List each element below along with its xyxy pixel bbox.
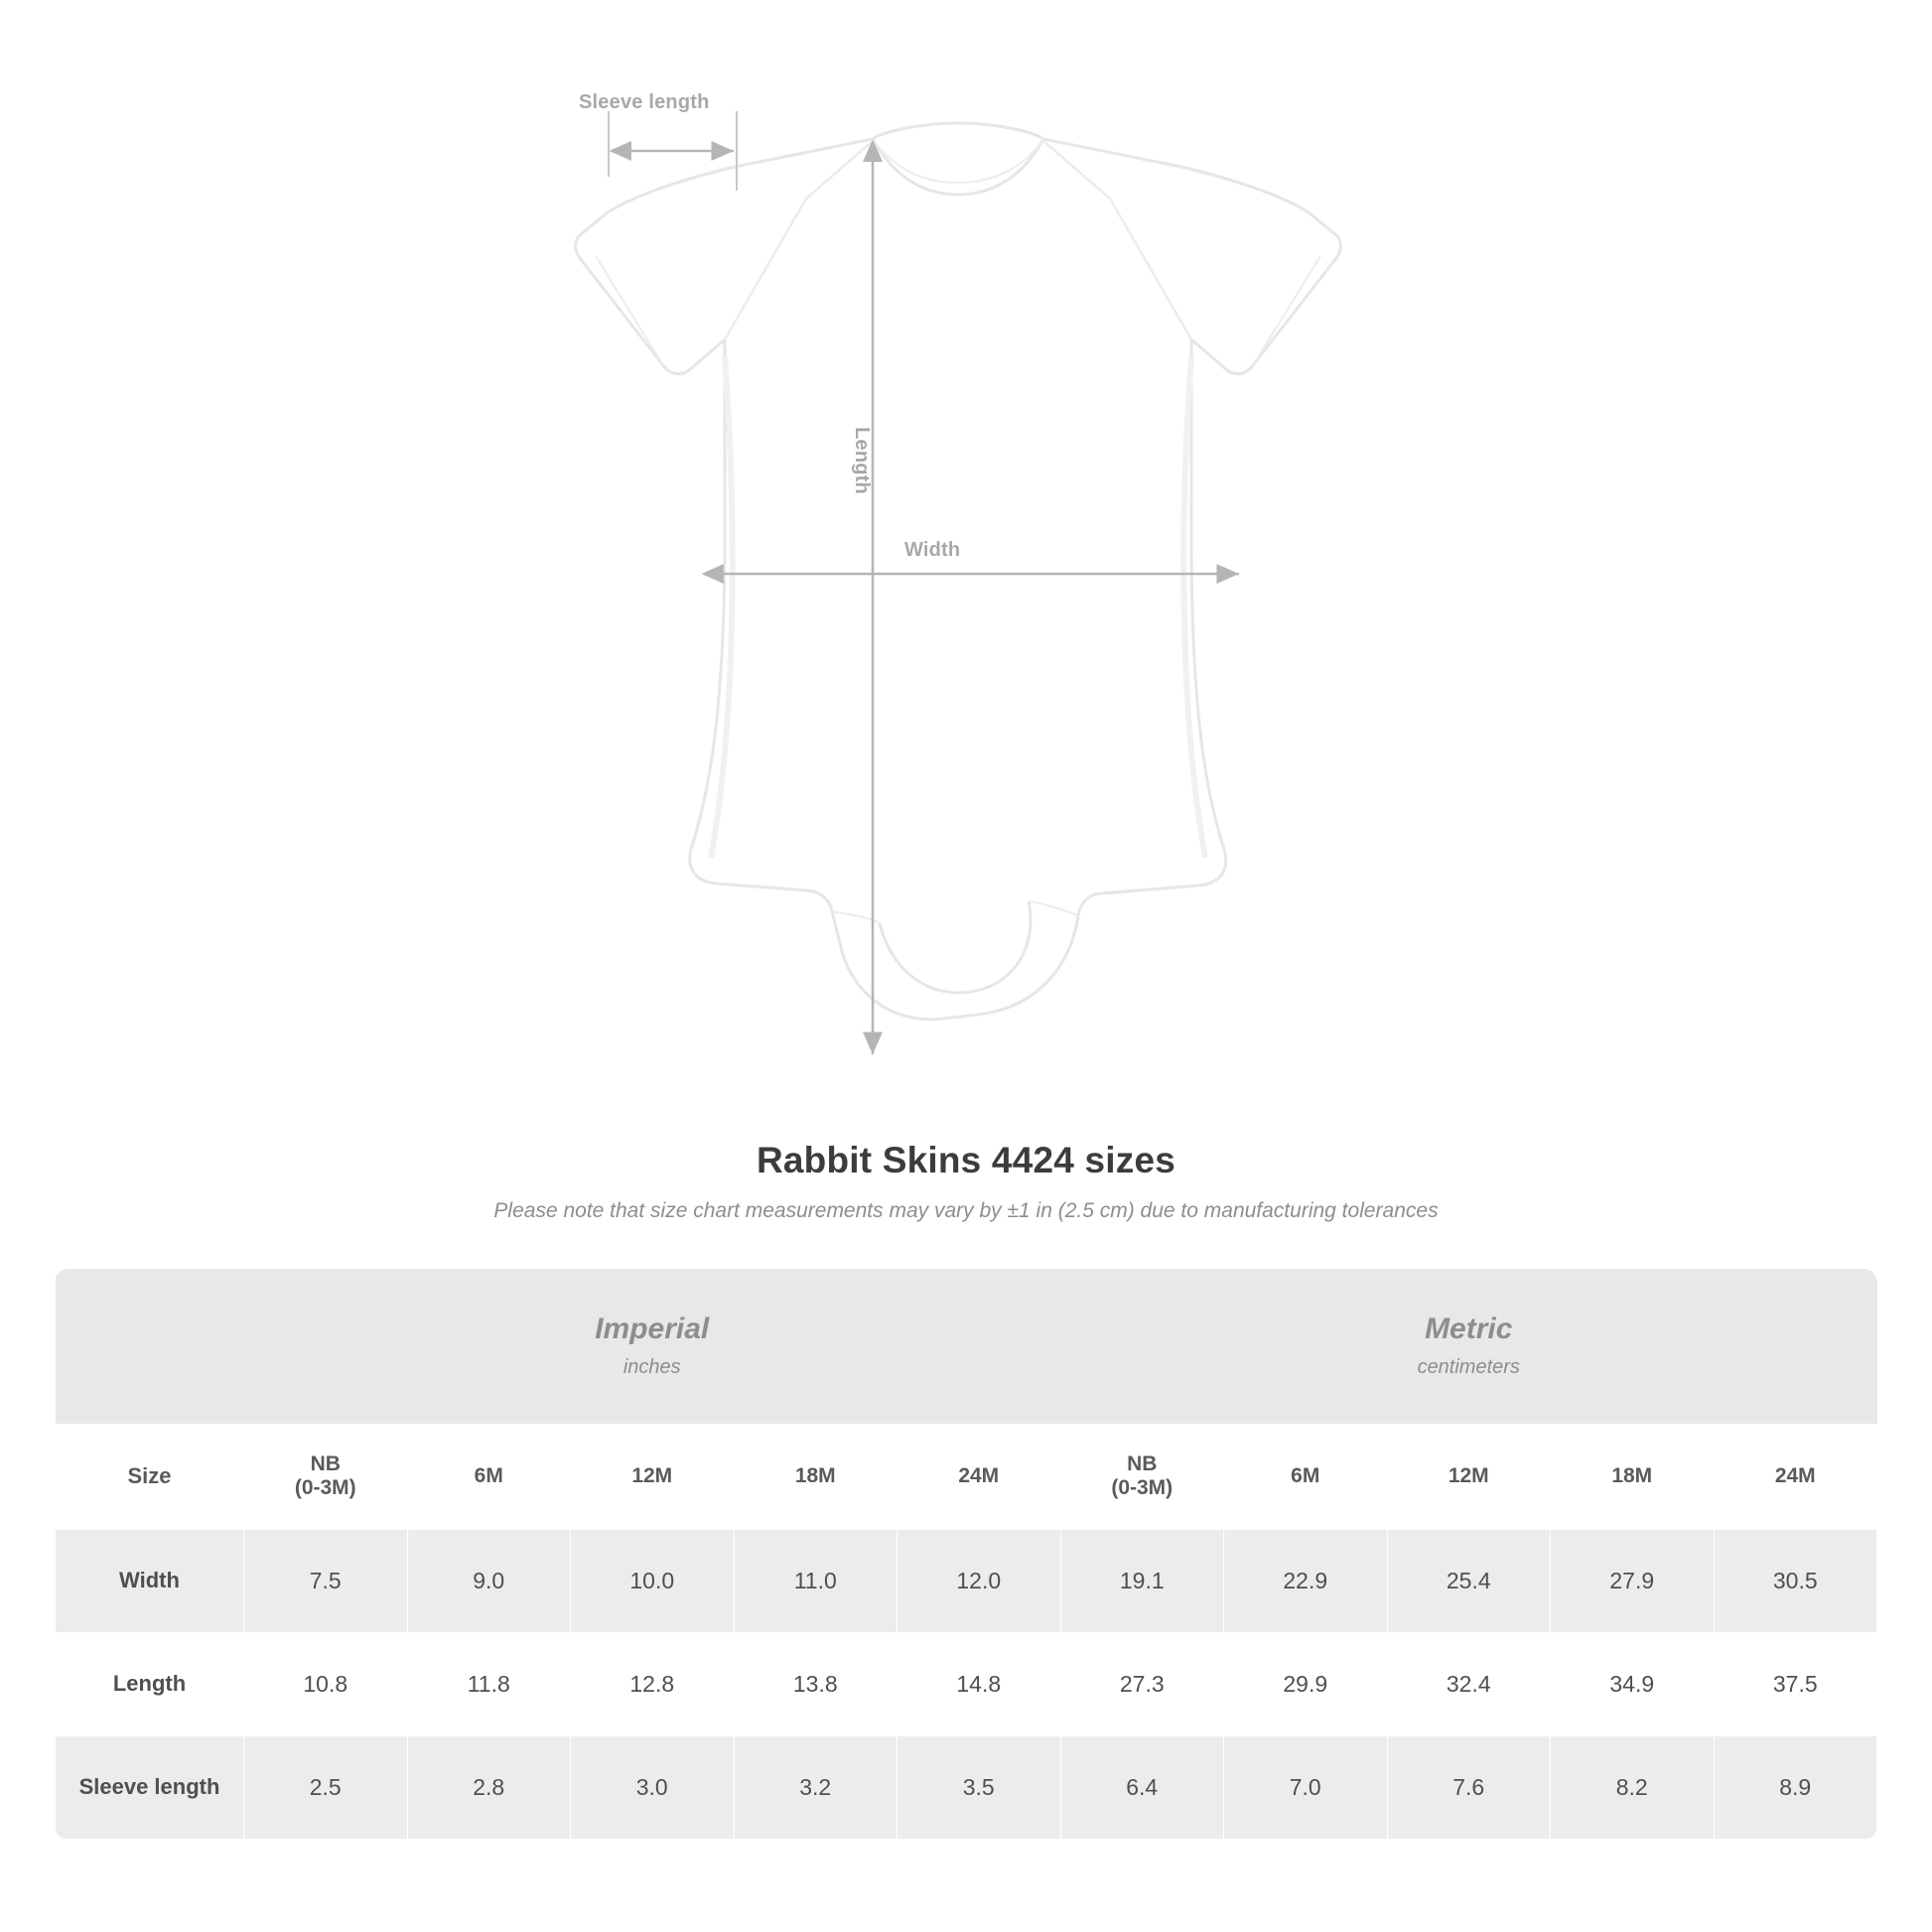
col-header-main: NB	[1127, 1452, 1158, 1475]
cell-length-6m-in: 11.8	[407, 1632, 571, 1735]
size-header-row	[56, 1424, 1877, 1529]
col-header-sub: (0-3M)	[294, 1476, 356, 1499]
cell-sleeve-12m-in: 3.0	[571, 1735, 735, 1839]
cell-width-24m-in: 12.0	[897, 1529, 1061, 1632]
col-header-6m-metric	[1224, 1424, 1388, 1529]
header-size-label: Size	[56, 1424, 244, 1529]
col-header-main: 24M	[958, 1464, 1000, 1487]
col-header-18m-imperial	[734, 1424, 897, 1529]
cell-length-12m-in: 12.8	[571, 1632, 735, 1735]
cell-length-24m-in: 14.8	[897, 1632, 1061, 1735]
cell-width-18m-cm: 27.9	[1551, 1529, 1715, 1632]
group-metric-title: Metric	[1425, 1312, 1513, 1346]
col-header-12m-metric	[1387, 1424, 1551, 1529]
cell-length-nb-in: 10.8	[244, 1632, 408, 1735]
sleeve-length-label: Sleeve length	[579, 91, 710, 113]
cell-length-12m-cm: 32.4	[1387, 1632, 1551, 1735]
cell-sleeve-12m-cm: 7.6	[1387, 1735, 1551, 1839]
col-header-6m-imperial	[407, 1424, 571, 1529]
row-label-length: Length	[56, 1632, 244, 1735]
width-label: Width	[904, 539, 961, 561]
row-label-width: Width	[56, 1529, 244, 1632]
cell-width-12m-cm: 25.4	[1387, 1529, 1551, 1632]
cell-width-18m-in: 11.0	[734, 1529, 897, 1632]
cell-length-nb-cm: 27.3	[1060, 1632, 1224, 1735]
cell-length-18m-cm: 34.9	[1551, 1632, 1715, 1735]
col-header-main: 12M	[631, 1464, 673, 1487]
cell-width-nb-in: 7.5	[244, 1529, 408, 1632]
col-header-main: 6M	[474, 1464, 503, 1487]
cell-sleeve-24m-cm: 8.9	[1714, 1735, 1877, 1839]
length-label: Length	[851, 427, 873, 494]
cell-sleeve-nb-cm: 6.4	[1060, 1735, 1224, 1839]
group-metric	[1060, 1269, 1877, 1424]
size-table	[55, 1269, 1877, 1840]
col-header-24m-metric	[1714, 1424, 1877, 1529]
col-header-main: 6M	[1291, 1464, 1320, 1487]
table-row	[56, 1632, 1877, 1735]
cell-length-6m-cm: 29.9	[1224, 1632, 1388, 1735]
col-header-12m-imperial	[571, 1424, 735, 1529]
group-imperial-title: Imperial	[595, 1312, 710, 1346]
bodysuit-shape	[576, 123, 1341, 1020]
col-header-main: 18M	[794, 1464, 836, 1487]
title-block	[0, 1140, 1932, 1223]
col-header-24m-imperial	[897, 1424, 1061, 1529]
cell-length-24m-cm: 37.5	[1714, 1632, 1877, 1735]
col-header-main: NB	[310, 1452, 341, 1475]
tolerance-note: Please note that size chart measurements may vary by ±1 in (2.5 cm) due to manufacturing tolerances	[493, 1199, 1439, 1222]
col-header-nb-imperial	[244, 1424, 408, 1529]
group-metric-unit: centimeters	[1417, 1356, 1520, 1379]
col-header-main: 18M	[1611, 1464, 1653, 1487]
cell-sleeve-nb-in: 2.5	[244, 1735, 408, 1839]
cell-width-24m-cm: 30.5	[1714, 1529, 1877, 1632]
col-header-sub: (0-3M)	[1111, 1476, 1173, 1499]
cell-width-6m-cm: 22.9	[1224, 1529, 1388, 1632]
cell-sleeve-6m-in: 2.8	[407, 1735, 571, 1839]
col-header-main: 12M	[1448, 1464, 1489, 1487]
cell-sleeve-18m-cm: 8.2	[1551, 1735, 1715, 1839]
group-imperial	[244, 1269, 1061, 1424]
cell-width-12m-in: 10.0	[571, 1529, 735, 1632]
col-header-18m-metric	[1551, 1424, 1715, 1529]
page-title: Rabbit Skins 4424 sizes	[756, 1140, 1176, 1180]
row-label-sleeve-length: Sleeve length	[56, 1735, 244, 1839]
cell-length-18m-in: 13.8	[734, 1632, 897, 1735]
cell-sleeve-6m-cm: 7.0	[1224, 1735, 1388, 1839]
unit-group-row	[56, 1269, 1877, 1424]
col-header-nb-metric	[1060, 1424, 1224, 1529]
table-row	[56, 1735, 1877, 1839]
group-imperial-unit: inches	[622, 1356, 681, 1379]
col-header-main: 24M	[1774, 1464, 1816, 1487]
cell-sleeve-18m-in: 3.2	[734, 1735, 897, 1839]
table-row	[56, 1529, 1877, 1632]
size-table-wrapper	[55, 1269, 1877, 1840]
cell-sleeve-24m-in: 3.5	[897, 1735, 1061, 1839]
group-blank-cell	[56, 1269, 244, 1424]
cell-width-nb-cm: 19.1	[1060, 1529, 1224, 1632]
cell-width-6m-in: 9.0	[407, 1529, 571, 1632]
